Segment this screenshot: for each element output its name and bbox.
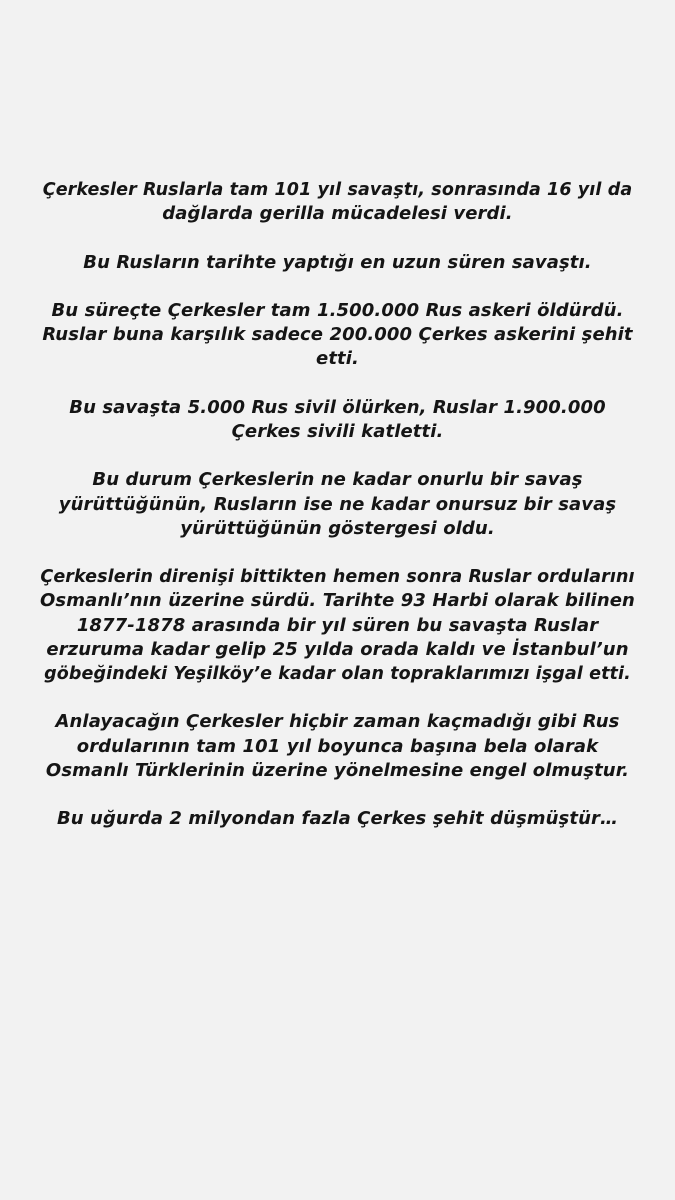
text-line: Bu Rusların tarihte yaptığı en uzun süren savaştı.: [83, 251, 592, 273]
text-line: yürüttüğünün göstergesi oldu.: [180, 517, 495, 539]
text-line: Çerkes sivili katletti.: [231, 420, 444, 442]
text-line: göbeğindeki Yeşilköy’e kadar olan topraklarımızı işgal etti.: [44, 663, 631, 684]
text-line: erzuruma kadar gelip 25 yılda orada kaldı ve İstanbul’un: [46, 638, 629, 660]
story-text-block: [40, 178, 635, 856]
story-paragraph-8: [40, 807, 635, 831]
text-line: Bu durum Çerkeslerin ne kadar onurlu bir savaş: [92, 469, 583, 491]
text-line: Bu uğurda 2 milyondan fazla Çerkes şehit düşmüştür…: [56, 808, 619, 830]
text-line: Osmanlı’nın üzerine sürdü. Tarihte 93 Harbi olarak bilinen: [40, 590, 635, 612]
text-line: yürüttüğünün, Rusların ise ne kadar onursuz bir savaş: [58, 493, 617, 515]
text-line: dağlarda gerilla mücadelesi verdi.: [162, 203, 513, 225]
story-paragraph-3: [40, 299, 635, 372]
text-line: Bu süreçte Çerkesler tam 1.500.000 Rus askeri öldürdü.: [51, 299, 624, 321]
text-line: Çerkeslerin direnişi bittikten hemen sonra Ruslar ordularını: [40, 567, 635, 588]
text-line: ordularının tam 101 yıl boyunca başına bela olarak: [76, 735, 599, 757]
story-paragraph-5: [40, 468, 635, 541]
story-paragraph-4: [40, 396, 635, 444]
story-paragraph-2: [40, 251, 635, 275]
text-line: Anlayacağın Çerkesler hiçbir zaman kaçmadığı gibi Rus: [55, 711, 620, 733]
story-paragraph-1: [40, 178, 635, 226]
story-paragraph-6: [40, 565, 635, 686]
text-line: etti.: [316, 348, 359, 370]
text-line: Bu savaşta 5.000 Rus sivil ölürken, Ruslar 1.900.000: [69, 396, 606, 418]
text-line: Çerkesler Ruslarla tam 101 yıl savaştı, sonrasında 16 yıl da: [42, 180, 633, 200]
text-line: Ruslar buna karşılık sadece 200.000 Çerkes askerini şehit: [42, 324, 633, 346]
text-line: Osmanlı Türklerinin üzerine yönelmesine engel olmuştur.: [45, 759, 630, 781]
text-line: 1877-1878 arasında bir yıl süren bu savaşta Ruslar: [76, 614, 599, 636]
story-paragraph-7: [40, 710, 635, 783]
